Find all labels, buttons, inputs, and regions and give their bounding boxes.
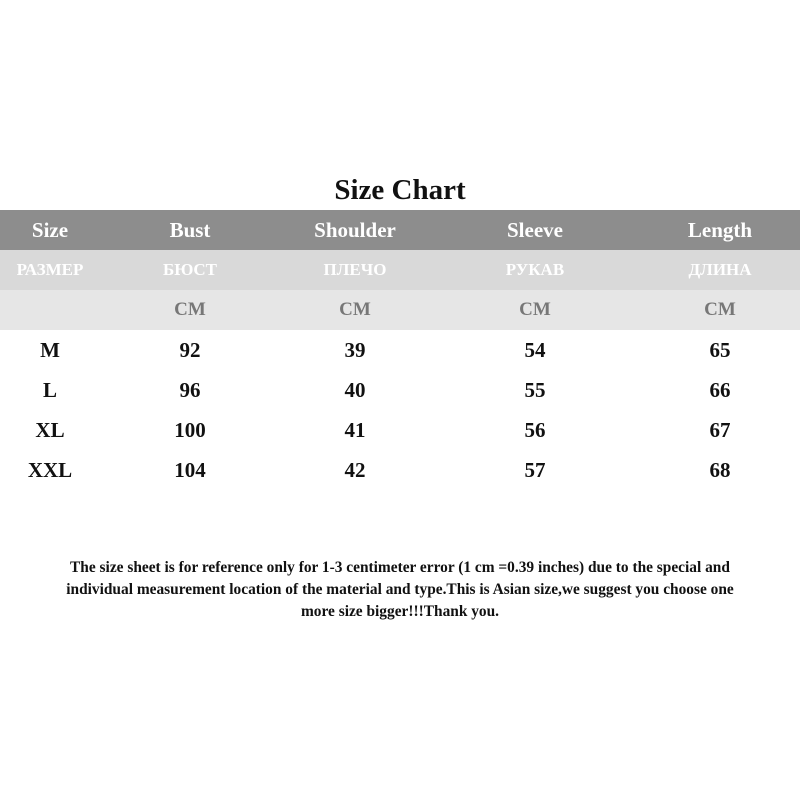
cell-shoulder: 39 — [344, 338, 366, 362]
unit-bust: CM — [174, 299, 206, 320]
note-line-3: more size bigger!!!Thank you. — [300, 603, 500, 620]
cell-size: XXL — [27, 458, 73, 482]
cell-shoulder: 40 — [344, 378, 366, 402]
table-row — [0, 330, 800, 370]
note-line-1: The size sheet is for reference only for 1-3 centimeter error (1 cm =0.39 inches) due to the special and — [70, 559, 730, 576]
header-ru-sleeve: РУКАВ — [505, 260, 565, 279]
header-ru-size: РАЗМЕР — [16, 260, 84, 279]
cell-length: 66 — [709, 378, 731, 402]
header-size: Size — [31, 218, 69, 242]
cell-shoulder: 41 — [344, 418, 366, 442]
unit-size — [0, 290, 100, 330]
chart-title: Size Chart — [334, 174, 466, 206]
header-sleeve: Sleeve — [507, 218, 563, 242]
cell-bust: 96 — [179, 378, 201, 402]
note-line-2: individual measurement location of the material and type.This is Asian size,we suggest you choose one — [66, 581, 734, 598]
table-row — [0, 450, 800, 490]
header-bust: Bust — [169, 218, 211, 242]
size-note — [0, 557, 800, 623]
units-row — [0, 290, 800, 330]
cell-size: XL — [35, 418, 65, 442]
unit-sleeve: CM — [519, 299, 551, 320]
header-ru-row — [0, 250, 800, 290]
cell-bust: 100 — [174, 418, 206, 442]
table-row — [0, 370, 800, 410]
header-ru-length: ДЛИНА — [688, 260, 752, 279]
unit-length: CM — [704, 299, 736, 320]
header-length: Length — [687, 218, 753, 242]
cell-bust: 92 — [179, 338, 201, 362]
cell-length: 67 — [709, 418, 731, 442]
header-ru-shoulder: ПЛЕЧО — [323, 260, 387, 279]
header-shoulder: Shoulder — [314, 218, 396, 242]
table-row — [0, 410, 800, 450]
cell-sleeve: 57 — [524, 458, 546, 482]
unit-shoulder: CM — [339, 299, 371, 320]
header-ru-bust: БЮСТ — [163, 260, 217, 279]
cell-size: L — [42, 378, 57, 402]
cell-size: M — [40, 338, 60, 362]
cell-length: 68 — [709, 458, 731, 482]
cell-shoulder: 42 — [344, 458, 366, 482]
header-row — [0, 210, 800, 250]
cell-sleeve: 54 — [524, 338, 546, 362]
cell-length: 65 — [709, 338, 731, 362]
cell-sleeve: 55 — [524, 378, 546, 402]
cell-bust: 104 — [174, 458, 206, 482]
cell-sleeve: 56 — [524, 418, 546, 442]
